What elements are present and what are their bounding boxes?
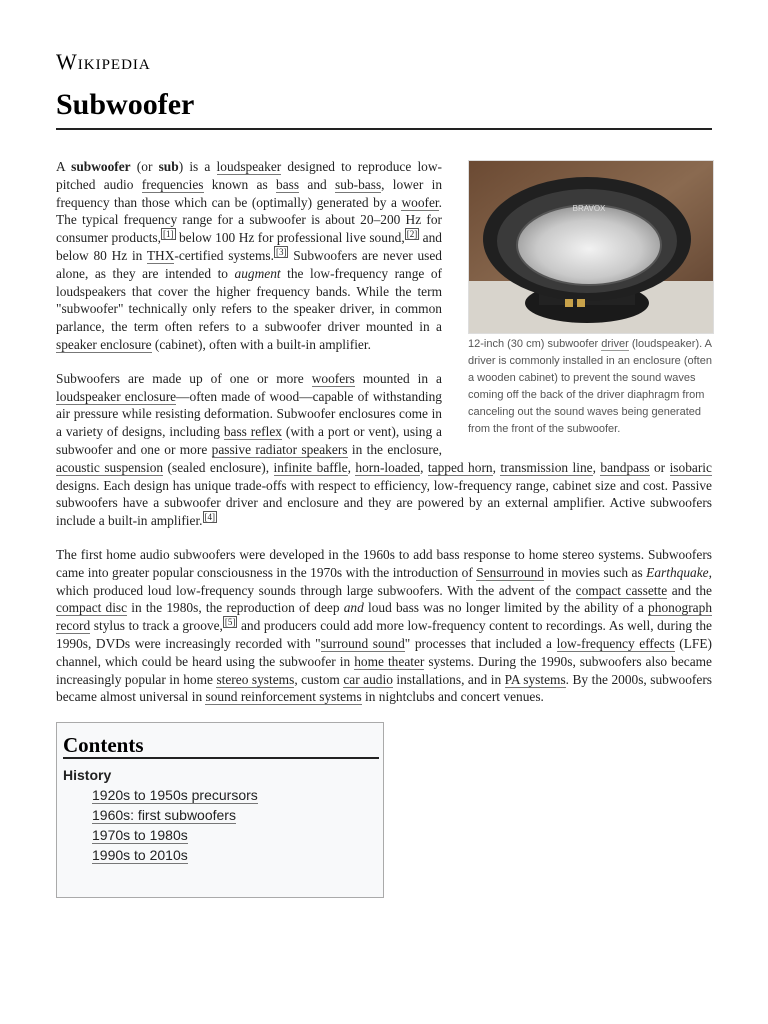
link-tapped-horn[interactable]: tapped horn (427, 459, 493, 475)
link-isobaric[interactable]: isobaric (669, 459, 712, 475)
wikipedia-wordmark[interactable]: Wikipedia (56, 49, 151, 74)
link-stereo-systems[interactable]: stereo systems (216, 671, 295, 687)
toc-item[interactable]: 1960s: first subwoofers (92, 806, 236, 823)
article-page (56, 48, 712, 898)
link-lfe[interactable]: low-frequency effects (556, 635, 675, 651)
toc-item[interactable]: 1970s to 1980s (92, 826, 188, 843)
driver-link[interactable]: driver (601, 338, 629, 350)
design-paragraph: Subwoofers are made up of one or more woofers mounted in a loudspeaker enclosure—often made of wood—capable of withstanding air pressure while resisting deformation. Subwoofer enclosures come in a variety of designs, including bass reflex (with a port or vent), using a subwoofer and one or more passive radiator speakers in the enclosure, acoustic suspension (sealed enclosure), infinite baffle, horn-loaded, tapped horn, transmission line, bandpass or isobaric designs. Each design has unique trade-offs with respect to efficiency, low-frequency range, cabinet size and cost. Passive subwoofers have a subwoofer driver and enclosure and they are powered by an external amplifier. Active subwoofers include a built-in amplifier. [4] (56, 370, 712, 529)
link-acoustic-suspension[interactable]: acoustic suspension (56, 459, 164, 475)
link-compact-disc[interactable]: compact disc (56, 600, 128, 616)
link-surround-sound[interactable]: surround sound (320, 635, 405, 651)
subwoofer-photo[interactable] (468, 160, 714, 334)
ref-5[interactable]: [5] (224, 616, 236, 627)
ref-3[interactable]: [3] (275, 246, 287, 257)
link-infinite-baffle[interactable]: infinite baffle (273, 459, 348, 475)
link-pa-systems[interactable]: PA systems (504, 671, 566, 687)
intro-paragraph: A subwoofer (or sub) is a loudspeaker designed to reproduce low-pitched audio frequencies known as bass and sub-bass, lower in frequency than those which can be (optimally) generated by a woofer. The typical frequency range for a subwoofer is about 20–200 Hz for consumer products, [1] below 100 Hz for professional live sound, [2] and below 80 Hz in THX-certified systems. [3] Subwoofers are never used alone, as they are intended to augment the low-frequency range of loudspeakers that cover the higher frequency bands. While the term "subwoofer" technically only refers to the speaker driver, in common parlance, the term often refers to a subwoofer driver mounted in a speaker enclosure (cabinet), often with a built-in amplifier. (56, 159, 443, 352)
link-phonograph-record[interactable]: phonograph record (56, 600, 713, 634)
page-title: Subwoofer (56, 86, 712, 130)
toc-item[interactable]: 1990s to 2010s (92, 846, 188, 863)
link-loudspeaker-enclosure[interactable]: loudspeaker enclosure (56, 388, 177, 404)
toc-item[interactable]: 1920s to 1950s precursors (92, 786, 258, 803)
link-loudspeaker[interactable]: loudspeaker (216, 159, 282, 174)
link-car-audio[interactable]: car audio (343, 671, 393, 687)
link-compact-cassette[interactable]: compact cassette (575, 582, 668, 598)
link-horn-loaded[interactable]: horn-loaded (355, 459, 421, 475)
brand-label: BRAVOX (572, 204, 606, 213)
link-woofers[interactable]: woofers (311, 370, 355, 386)
link-transmission-line[interactable]: transmission line (500, 459, 593, 475)
article-body (56, 158, 712, 898)
link-passive-radiator[interactable]: passive radiator speakers (211, 441, 348, 457)
link-frequencies[interactable]: frequencies (141, 176, 204, 192)
link-woofer[interactable]: woofer (401, 194, 439, 210)
link-bass-reflex[interactable]: bass reflex (223, 424, 282, 440)
toc-section-history[interactable]: History (63, 766, 112, 783)
ref-2[interactable]: [2] (406, 228, 418, 239)
table-of-contents (56, 722, 384, 898)
link-sub-bass[interactable]: sub-bass (335, 176, 382, 192)
ref-1[interactable]: [1] (163, 228, 174, 239)
toc-title: Contents (63, 737, 379, 759)
link-speaker-enclosure[interactable]: speaker enclosure (56, 336, 152, 352)
link-bandpass[interactable]: bandpass (600, 459, 650, 475)
link-home-theater[interactable]: home theater (354, 653, 425, 669)
link-bass[interactable]: bass (276, 176, 300, 192)
link-sound-reinforcement[interactable]: sound reinforcement systems (205, 689, 362, 705)
infobox-figure (468, 158, 712, 438)
history-paragraph: The first home audio subwoofers were developed in the 1960s to add bass response to home stereo systems. Subwoofers came into greater popular consciousness in the 1970s with the introduction of Sensurround in movies such as Earthquake, which produced loud low-frequency sounds through large subwoofers. With the advent of the compact cassette and the compact disc in the 1980s, the reproduction of deep and loud bass was no longer limited by the ability of a phonograph record stylus to track a groove, [5] and producers could add more low-frequency content to recordings. As well, during the 1990s, DVDs were increasingly recorded with "surround sound" processes that included a low-frequency effects (LFE) channel, which could be heard using the subwoofer in home theater systems. During the 1990s, subwoofers also became increasingly popular in home stereo systems, custom car audio installations, and in PA systems. By the 2000s, subwoofers became almost universal in sound reinforcement systems in nightclubs and concert venues. (56, 546, 713, 705)
toc-list (63, 785, 379, 865)
link-sensurround[interactable]: Sensurround (476, 564, 544, 580)
ref-4[interactable]: [4] (204, 511, 216, 522)
link-thx[interactable]: THX (146, 247, 175, 263)
figure-caption: 12-inch (30 cm) subwoofer driver (loudspeaker). A driver is commonly installed in an enclosure (often a wooden cabinet) to prevent the sound waves coming off the back of the driver diaphragm from canceling out the sound waves being generated from the front of the subwoofer. (468, 338, 712, 435)
